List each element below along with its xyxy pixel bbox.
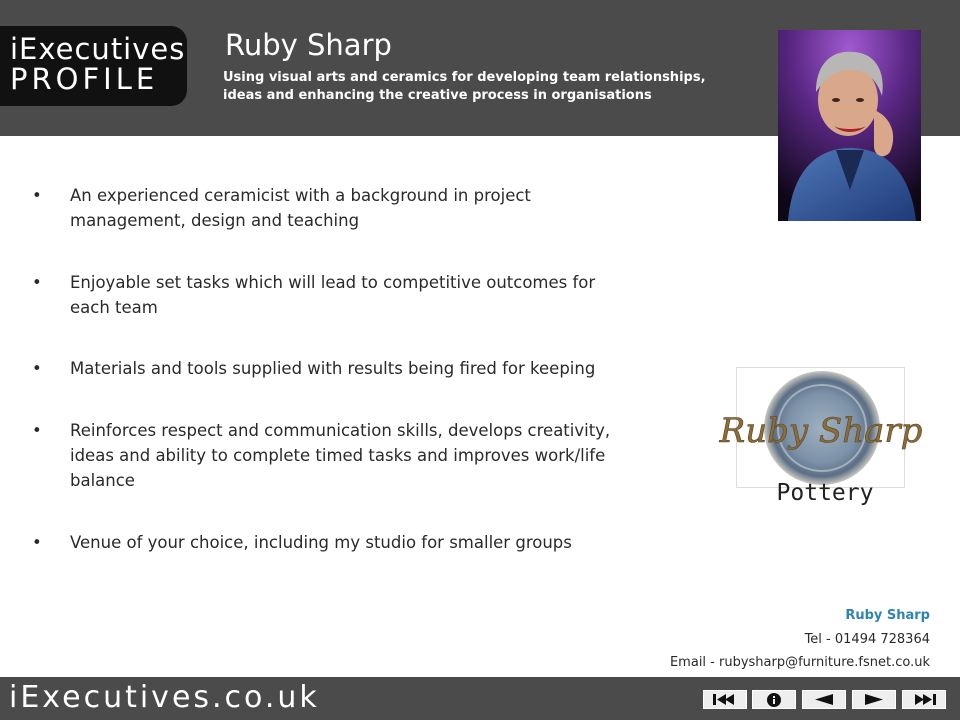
logo-brand-text: iExecutives xyxy=(10,32,186,66)
contact-name: Ruby Sharp xyxy=(845,608,930,623)
contact-phone: Tel - 01494 728364 xyxy=(804,632,930,647)
contact-email: Email - rubysharp@furniture.fsnet.co.uk xyxy=(669,655,930,670)
list-item xyxy=(30,356,620,381)
list-item-text: Venue of your choice, including my studio for smaller groups xyxy=(70,533,572,552)
info-icon xyxy=(766,692,782,708)
info-button[interactable] xyxy=(752,690,796,709)
feature-bullet-list xyxy=(30,183,620,592)
first-page-icon xyxy=(712,693,738,706)
badge-logo-text: Ruby Sharp xyxy=(719,411,923,451)
previous-button[interactable] xyxy=(802,690,846,709)
pottery-logo-badge xyxy=(719,367,923,488)
page-title: Ruby Sharp xyxy=(225,28,392,62)
list-item xyxy=(30,270,620,320)
list-item xyxy=(30,530,620,555)
bullet-marker: • xyxy=(32,273,42,292)
last-page-icon xyxy=(911,693,937,706)
bullet-marker: • xyxy=(32,533,42,552)
bullet-marker: • xyxy=(32,421,42,440)
list-item xyxy=(30,418,620,493)
list-item-text: Reinforces respect and communication skills, develops creativity, ideas and ability to complete timed tasks and improves work/life balance xyxy=(70,421,611,490)
list-item xyxy=(30,183,620,233)
bullet-marker: • xyxy=(32,186,42,205)
list-item-text: Enjoyable set tasks which will lead to competitive outcomes for each team xyxy=(70,273,596,317)
bullet-marker: • xyxy=(32,359,42,378)
footer-brand-text: iExecutives.co.uk xyxy=(9,680,320,715)
page-subtitle: Using visual arts and ceramics for developing team relationships, ideas and enhancing the creative process in organisations xyxy=(223,70,706,103)
last-page-button[interactable] xyxy=(902,690,946,709)
list-item-text: Materials and tools supplied with results being fired for keeping xyxy=(70,359,596,378)
profile-photo xyxy=(778,30,921,221)
logo-profile-text: PROFILE xyxy=(10,62,159,96)
next-icon xyxy=(863,693,885,706)
list-item-text: An experienced ceramicist with a background in project management, design and teaching xyxy=(70,186,531,230)
next-button[interactable] xyxy=(852,690,896,709)
previous-icon xyxy=(813,693,835,706)
badge-caption: Pottery xyxy=(776,480,874,506)
first-page-button[interactable] xyxy=(703,690,747,709)
